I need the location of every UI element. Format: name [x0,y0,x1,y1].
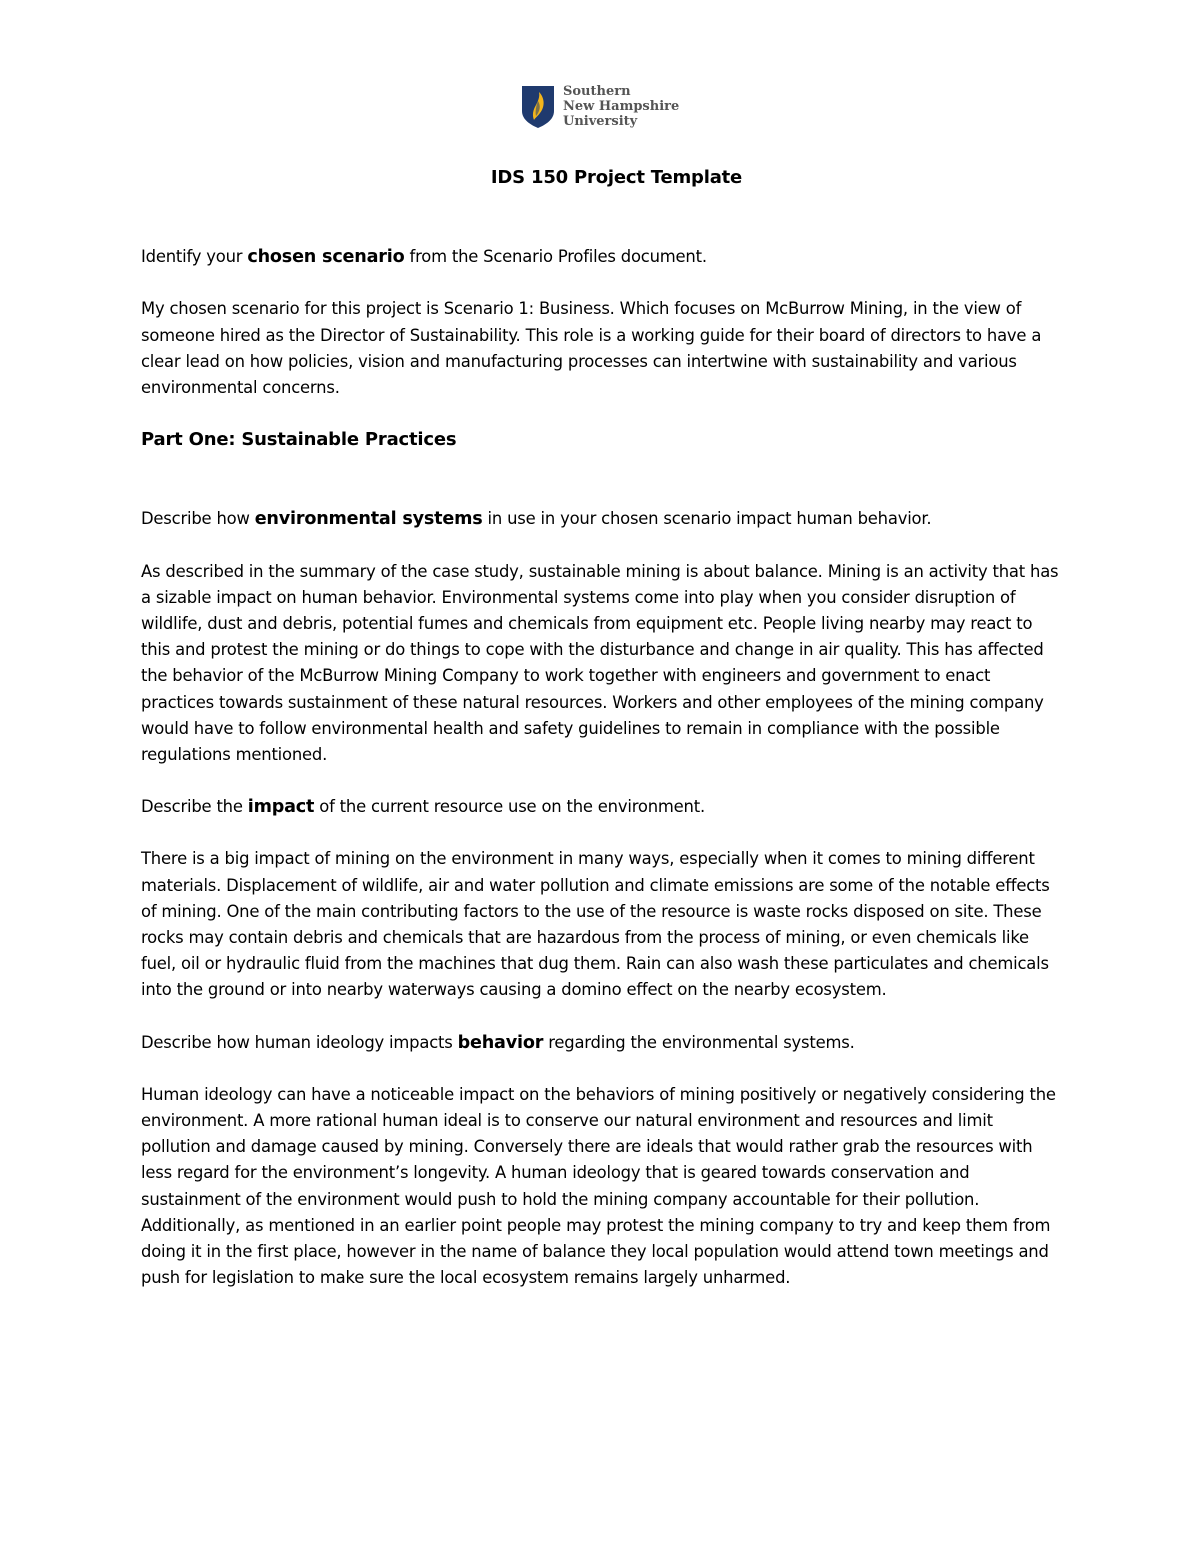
document-body [141,165,1066,1318]
logo-line-3: University [563,114,638,129]
prompt-emphasis: chosen scenario [247,247,405,268]
logo-wordmark [563,84,679,129]
answer-behavior: Human ideology can have a noticeable impact on the behaviors of mining positively or negatively considering the environment. A more rational human ideal is to conserve our natural environment and resources and limit pollution and damage caused by mining. Conversely there are ideals that would rather grab the resources with less regard for the environment’s longevity. A human ideology that is geared towards conservation and sustainment of the environment would push to hold the mining company accountable for their pollution. Additionally, as mentioned in an earlier point people may protest the mining company to try and keep them from doing it in the first place, however in the name of balance they local population would attend town meetings and push for legislation to make sure the local ecosystem remains largely unharmed. [141,1084,1056,1288]
answer-environmental-systems: As described in the summary of the case study, sustainable mining is about balance. Mining is an activity that has a sizable impact on human behavior. Environmental systems come into play when you consider disruption of wildlife, dust and debris, potential fumes and chemicals from equipment etc. People living nearby may react to this and protest the mining or do things to cope with the disturbance and change in air quality. This has affected the behavior of the McBurrow Mining Company to work together with engineers and government to enact practices towards sustainment of these natural resources. Workers and other employees of the mining company would have to follow environmental health and safety guidelines to remain in compliance with the possible regulations mentioned. [141,561,1059,765]
answer-chosen-scenario: My chosen scenario for this project is Scenario 1: Business. Which focuses on McBurrow Mining, in the view of someone hired as the Director of Sustainability. This role is a working guide for their board of directors to have a clear lead on how policies, vision and manufacturing processes can intertwine with sustainability and various environmental concerns. [141,299,1042,398]
section-heading-part-one: Part One: Sustainable Practices [141,429,457,451]
shield-flame-icon [521,85,555,129]
prompt-emphasis: environmental systems [254,509,483,530]
prompt-emphasis: behavior [457,1032,544,1053]
answer-impact: There is a big impact of mining on the environment in many ways, especially when it comes to mining different materials. Displacement of wildlife, air and water pollution and climate emissions are some of the notable effects of mining. One of the main contributing factors to the use of the resource is waste rocks disposed on site. These rocks may contain debris and chemicals that are hazardous from the process of mining, or even chemicals like fuel, oil or hydraulic fluid from the machines that dug them. Rain can also wash these particulates and chemicals into the ground or into nearby waterways causing a domino effect on the nearby ecosystem. [141,849,1050,1000]
logo-line-1: Southern [563,84,631,99]
university-logo [521,84,679,129]
prompt-behavior: Describe how human ideology impacts behavior regarding the environmental systems. [141,1032,855,1053]
prompt-chosen-scenario: Identify your chosen scenario from the Scenario Profiles document. [141,247,707,268]
logo-line-2: New Hampshire [563,99,680,114]
prompt-impact: Describe the impact of the current resource use on the environment. [141,797,705,818]
document-title: IDS 150 Project Template [490,167,743,188]
prompt-environmental-systems: Describe how environmental systems in use in your chosen scenario impact human behavior. [141,509,932,530]
prompt-emphasis: impact [247,797,315,818]
